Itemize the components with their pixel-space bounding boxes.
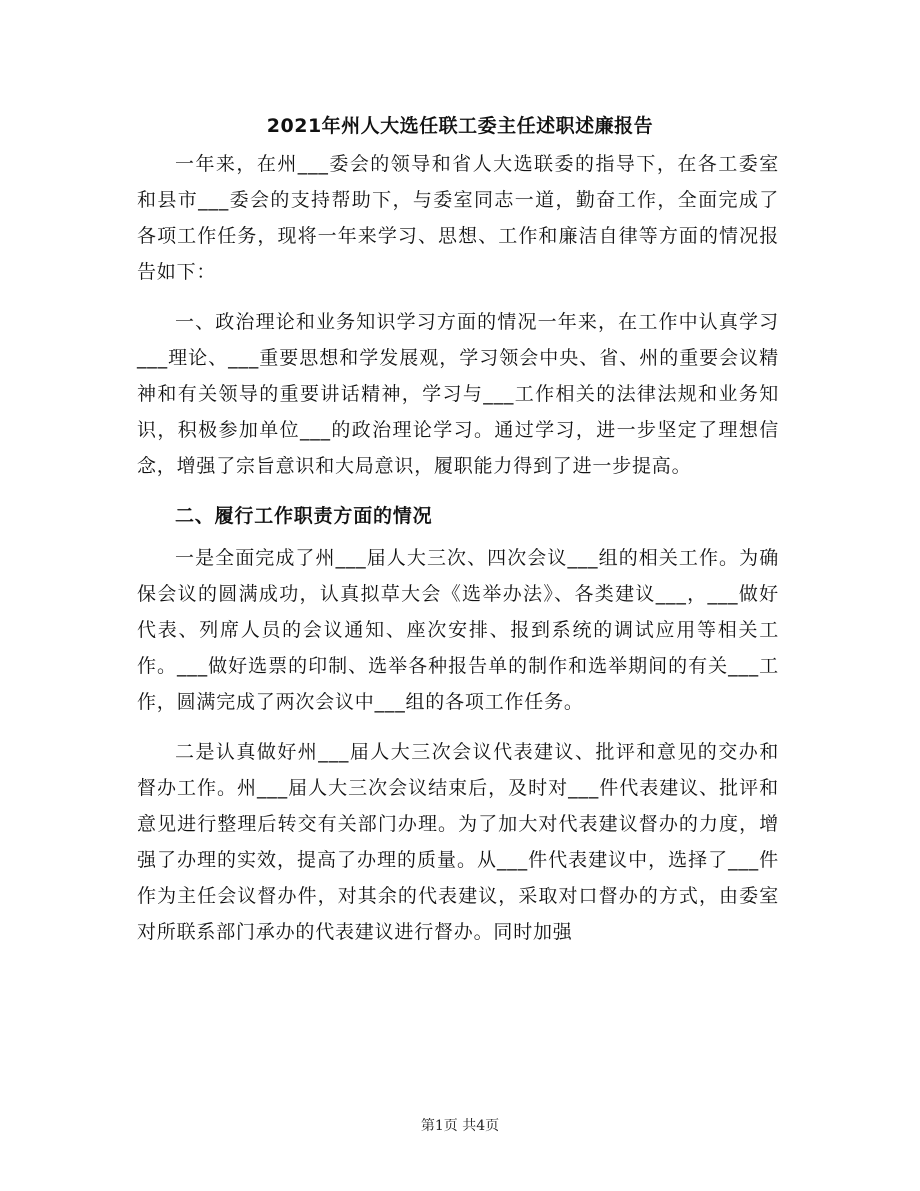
duty-paragraph-2: 二是认真做好州___届人大三次会议代表建议、批评和意见的交办和督办工作。州___届人大三次会议结束后，及时对___件代表建议、批评和意见进行整理后转交有关部门办理。为了加大对代表建议督办的力度，增强了办理的实效，提高了办理的质量。从___件代表建议中，选择了___件作为主任会议督办件，对其余的代表建议，采取对口督办的方式，由委室对所联系部门承办的代表建议进行督办。同时加强 [137, 741, 779, 943]
document-body [137, 146, 779, 964]
document-title: 2021年州人大选任联工委主任述职述廉报告 [266, 115, 654, 137]
section-heading: 二、履行工作职责方面的情况 [175, 505, 433, 527]
duty-paragraph-1: 一是全面完成了州___届人大三次、四次会议___组的相关工作。为确保会议的圆满成功，认真拟草大会《选举办法》、各类建议___，___做好代表、列席人员的会议通知、座次安排、报到系统的调试应用等相关工作。___做好选票的印制、选举各种报告单的制作和选举期间的有关___工作，圆满完成了两次会议中___组的各项工作任务。 [137, 547, 779, 713]
study-paragraph: 一、政治理论和业务知识学习方面的情况一年来，在工作中认真学习___理论、___重要思想和学发展观，学习领会中央、省、州的重要会议精神和有关领导的重要讲话精神，学习与___工作相关的法律法规和业务知识，积极参加单位___的政治理论学习。通过学习，进一步坚定了理想信念，增强了宗旨意识和大局意识，履职能力得到了进一步提高。 [137, 311, 779, 477]
intro-paragraph: 一年来，在州___委会的领导和省人大选联委的指导下，在各工委室和县市___委会的支持帮助下，与委室同志一道，勤奋工作，全面完成了各项工作任务，现将一年来学习、思想、工作和廉洁自律等方面的情况报告如下： [137, 153, 779, 283]
page-number-footer: 第1页 共4页 [420, 1118, 500, 1134]
